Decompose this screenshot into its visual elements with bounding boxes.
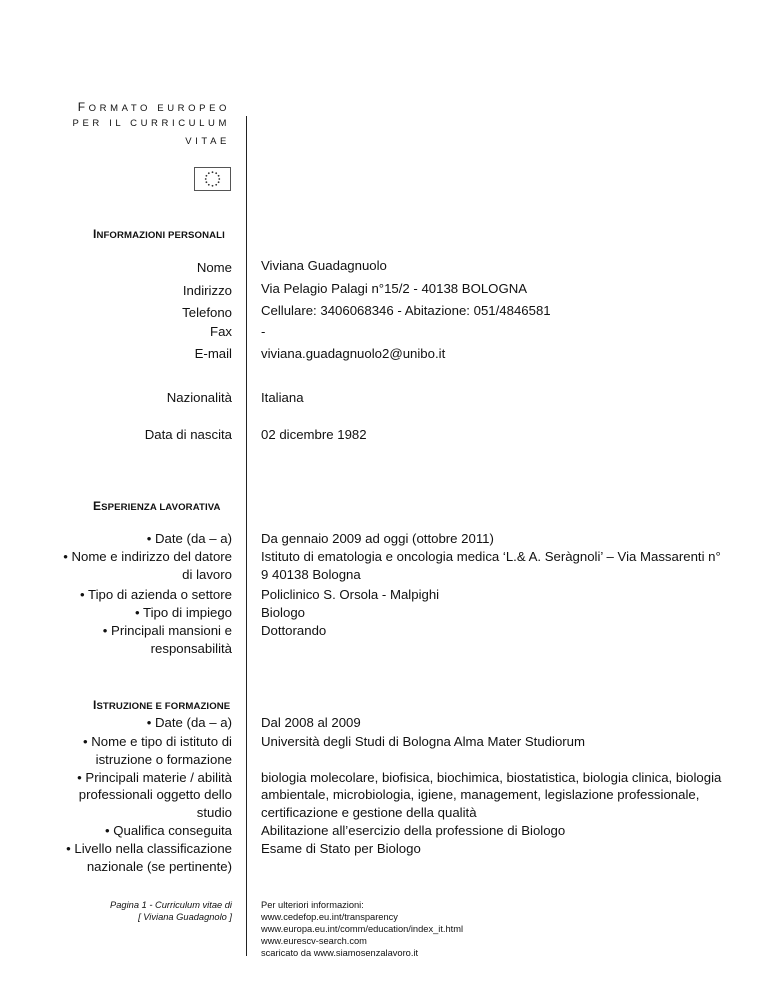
value-data-nascita: 02 dicembre 1982 (261, 427, 367, 442)
value-edu-date: Dal 2008 al 2009 (261, 715, 361, 730)
value-indirizzo: Via Pelagio Palagi n°15/2 - 40138 BOLOGNA (261, 281, 528, 296)
label-telefono: Telefono (182, 305, 232, 320)
label-work-date: • Date (da – a) (146, 531, 232, 546)
label-qualification: • Qualifica conseguita (104, 823, 232, 838)
footer-page-2: [ Viviana Guadagnolo ] (138, 912, 232, 922)
footer-link-3[interactable]: www.eurescv-search.com (261, 936, 367, 946)
label-email: E-mail (194, 346, 232, 361)
footer-info-title: Per ulteriori informazioni: (261, 900, 364, 910)
value-email: viviana.guadagnuolo2@unibo.it (261, 346, 446, 361)
value-subjects-1: biologia molecolare, biofisica, biochimica, biostatistica, biologia clinica, biologia (261, 770, 722, 785)
footer-page-1: Pagina 1 - Curriculum vitae di (110, 900, 232, 910)
footer-link-1[interactable]: www.cedefop.eu.int/transparency (261, 912, 398, 922)
label-institute-1: • Nome e tipo di istituto di (82, 734, 232, 749)
value-employer-1: Istituto di ematologia e oncologia medica ‘L.& A. Seràgnoli’ – Via Massarenti n° (261, 549, 721, 564)
label-institute-2: istruzione o formazione (95, 752, 232, 767)
value-sector: Policlinico S. Orsola - Malpighi (261, 587, 440, 602)
label-sector: • Tipo di azienda o settore (80, 587, 232, 602)
label-level-1: • Livello nella classificazione (66, 841, 232, 856)
label-fax: Fax (210, 324, 232, 339)
header-line-1: FORMATO EUROPEO (77, 100, 230, 114)
value-duties: Dottorando (261, 623, 327, 638)
value-nome: Viviana Guadagnuolo (261, 258, 387, 273)
label-subjects-3: studio (196, 805, 232, 820)
label-indirizzo: Indirizzo (182, 283, 232, 298)
label-duties-1: • Principali mansioni e (102, 623, 232, 638)
value-level: Esame di Stato per Biologo (261, 841, 421, 856)
section-personal-info: INFORMAZIONI PERSONALI (93, 227, 225, 241)
label-employer-1: • Nome e indirizzo del datore (63, 549, 232, 564)
value-telefono: Cellulare: 3406068346 - Abitazione: 051/4846581 (261, 303, 551, 318)
label-nazionalita: Nazionalità (166, 390, 232, 405)
label-data-nascita: Data di nascita (144, 427, 232, 442)
label-nome: Nome (196, 260, 232, 275)
label-level-2: nazionale (se pertinente) (86, 859, 232, 874)
label-subjects-2: professionali oggetto dello (78, 787, 232, 802)
header-line-2: PER IL CURRICULUM (72, 118, 230, 129)
value-subjects-3: certificazione e gestione della qualità (261, 805, 477, 820)
eu-flag-logo (194, 167, 231, 191)
value-work-date: Da gennaio 2009 ad oggi (ottobre 2011) (261, 531, 494, 546)
section-work-experience: ESPERIENZA LAVORATIVA (93, 499, 221, 513)
value-fax: - (261, 324, 266, 339)
footer-link-2[interactable]: www.europa.eu.int/comm/education/index_it.html (261, 924, 464, 934)
label-subjects-1: • Principali materie / abilità (77, 770, 232, 785)
value-institute: Università degli Studi di Bologna Alma Mater Studiorum (261, 734, 585, 749)
value-subjects-2: ambientale, microbiologia, igiene, management, legislazione professionale, (261, 787, 700, 802)
header-line-3: VITAE (185, 136, 230, 147)
label-duties-2: responsabilità (150, 641, 232, 656)
value-nazionalita: Italiana (261, 390, 304, 405)
value-qualification: Abilitazione all’esercizio della professione di Biologo (261, 823, 566, 838)
section-education: ISTRUZIONE E FORMAZIONE (93, 698, 231, 712)
footer-link-4[interactable]: scaricato da www.siamosenzalavoro.it (261, 948, 419, 958)
label-job-type: • Tipo di impiego (135, 605, 232, 620)
vertical-divider (246, 116, 247, 956)
label-employer-2: di lavoro (182, 567, 232, 582)
label-edu-date: • Date (da – a) (146, 715, 232, 730)
value-job-type: Biologo (261, 605, 305, 620)
value-employer-2: 9 40138 Bologna (261, 567, 361, 582)
